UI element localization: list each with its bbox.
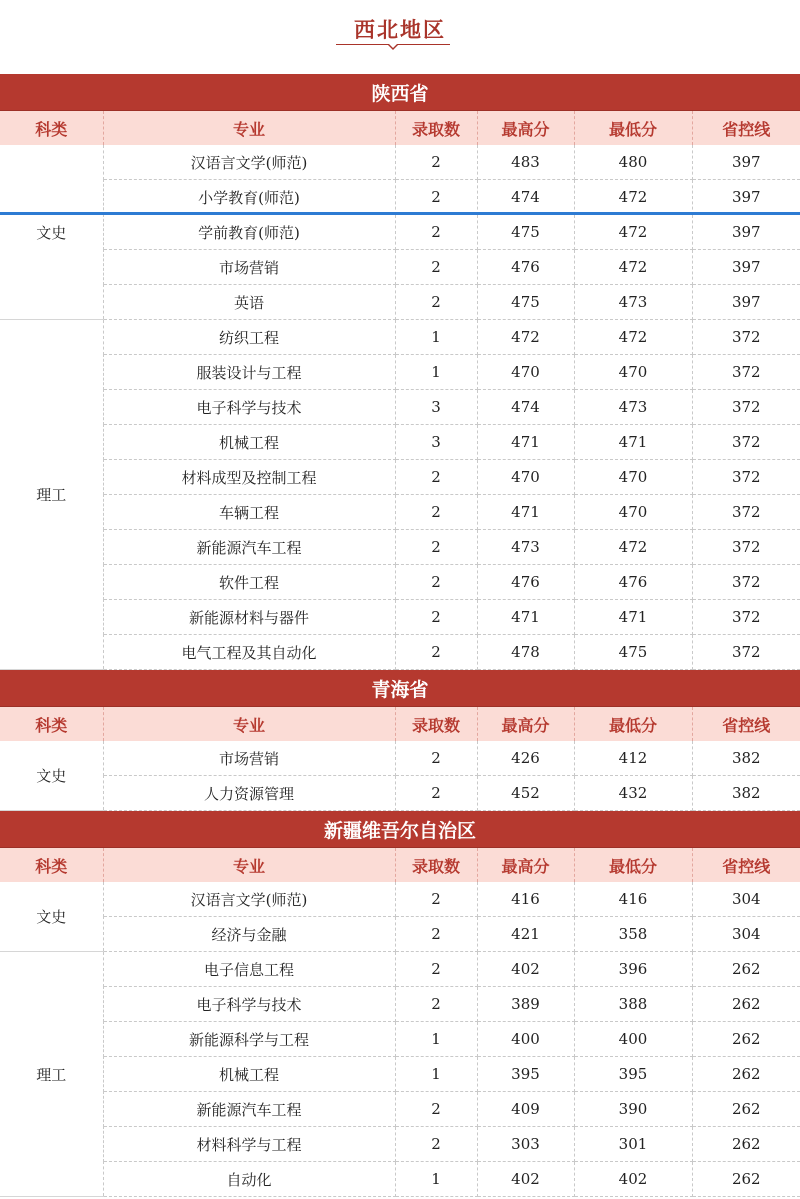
max-score-cell: 426: [477, 741, 574, 776]
admitted-count-cell: 2: [395, 250, 477, 285]
major-cell: 软件工程: [103, 565, 395, 600]
major-cell: 市场营销: [103, 250, 395, 285]
control-line-cell: 304: [692, 882, 800, 917]
column-control-line: 省控线: [692, 111, 800, 146]
major-cell: 汉语言文学(师范): [103, 145, 395, 180]
min-score-cell: 470: [574, 460, 692, 495]
province-name: 青海省: [0, 670, 800, 707]
max-score-cell: 452: [477, 776, 574, 811]
table-row: [0, 285, 800, 320]
max-score-cell: 389: [477, 987, 574, 1022]
max-score-cell: 475: [477, 285, 574, 320]
table-row: [0, 215, 800, 250]
province-banner-row: [0, 670, 800, 707]
column-admitted: 录取数: [395, 111, 477, 146]
column-header-row: [0, 707, 800, 742]
category-cell: 文史: [0, 145, 103, 320]
major-cell: 汉语言文学(师范): [103, 882, 395, 917]
column-control-line: 省控线: [692, 848, 800, 883]
admitted-count-cell: 2: [395, 776, 477, 811]
min-score-cell: 412: [574, 741, 692, 776]
table-row: [0, 635, 800, 670]
admitted-count-cell: 3: [395, 390, 477, 425]
control-line-cell: 262: [692, 1127, 800, 1162]
column-admitted: 录取数: [395, 707, 477, 742]
max-score-cell: 470: [477, 355, 574, 390]
min-score-cell: 402: [574, 1162, 692, 1197]
column-category: 科类: [0, 111, 103, 146]
admitted-count-cell: 2: [395, 741, 477, 776]
table-row: [0, 1022, 800, 1057]
max-score-cell: 472: [477, 320, 574, 355]
major-cell: 材料科学与工程: [103, 1127, 395, 1162]
major-cell: 新能源科学与工程: [103, 1022, 395, 1057]
control-line-cell: 304: [692, 917, 800, 952]
max-score-cell: 471: [477, 495, 574, 530]
admitted-count-cell: 2: [395, 460, 477, 495]
table-row: [0, 565, 800, 600]
max-score-cell: 470: [477, 460, 574, 495]
admitted-count-cell: 2: [395, 215, 477, 250]
scroll-indicator-line: [0, 212, 800, 215]
column-control-line: 省控线: [692, 707, 800, 742]
column-header-row: [0, 111, 800, 146]
min-score-cell: 390: [574, 1092, 692, 1127]
admitted-count-cell: 2: [395, 987, 477, 1022]
max-score-cell: 402: [477, 952, 574, 987]
table-row: [0, 180, 800, 215]
column-major: 专业: [103, 848, 395, 883]
control-line-cell: 397: [692, 285, 800, 320]
max-score-cell: 478: [477, 635, 574, 670]
page-header: [0, 0, 800, 74]
column-min-score: 最低分: [574, 707, 692, 742]
control-line-cell: 397: [692, 180, 800, 215]
min-score-cell: 396: [574, 952, 692, 987]
control-line-cell: 372: [692, 355, 800, 390]
table-row: [0, 1127, 800, 1162]
province-section-header: [0, 670, 800, 742]
major-cell: 新能源汽车工程: [103, 1092, 395, 1127]
control-line-cell: 262: [692, 1057, 800, 1092]
province-name: 新疆维吾尔自治区: [0, 811, 800, 848]
admitted-count-cell: 2: [395, 495, 477, 530]
control-line-cell: 372: [692, 495, 800, 530]
admitted-count-cell: 2: [395, 917, 477, 952]
table-row: [0, 495, 800, 530]
admitted-count-cell: 1: [395, 1022, 477, 1057]
min-score-cell: 472: [574, 180, 692, 215]
table-row: [0, 320, 800, 355]
admitted-count-cell: 2: [395, 530, 477, 565]
min-score-cell: 473: [574, 285, 692, 320]
admitted-count-cell: 2: [395, 1127, 477, 1162]
major-cell: 电子信息工程: [103, 952, 395, 987]
province-section-header: [0, 811, 800, 883]
column-category: 科类: [0, 707, 103, 742]
table-row: [0, 1092, 800, 1127]
table-row: [0, 390, 800, 425]
control-line-cell: 262: [692, 987, 800, 1022]
max-score-cell: 395: [477, 1057, 574, 1092]
province-score-rows: [0, 882, 800, 1197]
admitted-count-cell: 2: [395, 565, 477, 600]
min-score-cell: 432: [574, 776, 692, 811]
major-cell: 电气工程及其自动化: [103, 635, 395, 670]
control-line-cell: 372: [692, 600, 800, 635]
max-score-cell: 416: [477, 882, 574, 917]
admitted-count-cell: 2: [395, 285, 477, 320]
major-cell: 纺织工程: [103, 320, 395, 355]
table-row: [0, 987, 800, 1022]
min-score-cell: 470: [574, 355, 692, 390]
admitted-count-cell: 2: [395, 882, 477, 917]
major-cell: 经济与金融: [103, 917, 395, 952]
table-row: [0, 600, 800, 635]
major-cell: 市场营销: [103, 741, 395, 776]
major-cell: 小学教育(师范): [103, 180, 395, 215]
control-line-cell: 397: [692, 145, 800, 180]
control-line-cell: 397: [692, 215, 800, 250]
major-cell: 机械工程: [103, 1057, 395, 1092]
major-cell: 服装设计与工程: [103, 355, 395, 390]
min-score-cell: 480: [574, 145, 692, 180]
table-row: [0, 917, 800, 952]
admitted-count-cell: 2: [395, 600, 477, 635]
table-row: [0, 460, 800, 495]
table-row: [0, 882, 800, 917]
control-line-cell: 262: [692, 952, 800, 987]
admitted-count-cell: 2: [395, 180, 477, 215]
max-score-cell: 471: [477, 425, 574, 460]
min-score-cell: 476: [574, 565, 692, 600]
major-cell: 电子科学与技术: [103, 987, 395, 1022]
table-row: [0, 145, 800, 180]
max-score-cell: 475: [477, 215, 574, 250]
control-line-cell: 382: [692, 741, 800, 776]
control-line-cell: 372: [692, 390, 800, 425]
major-cell: 材料成型及控制工程: [103, 460, 395, 495]
major-cell: 人力资源管理: [103, 776, 395, 811]
min-score-cell: 471: [574, 425, 692, 460]
category-cell: 文史: [0, 741, 103, 811]
max-score-cell: 474: [477, 390, 574, 425]
max-score-cell: 303: [477, 1127, 574, 1162]
table-row: [0, 530, 800, 565]
major-cell: 机械工程: [103, 425, 395, 460]
admitted-count-cell: 1: [395, 320, 477, 355]
min-score-cell: 472: [574, 320, 692, 355]
column-max-score: 最高分: [477, 707, 574, 742]
table-row: [0, 355, 800, 390]
min-score-cell: 358: [574, 917, 692, 952]
column-max-score: 最高分: [477, 111, 574, 146]
category-cell: 文史: [0, 882, 103, 952]
max-score-cell: 400: [477, 1022, 574, 1057]
table-row: [0, 250, 800, 285]
max-score-cell: 474: [477, 180, 574, 215]
column-category: 科类: [0, 848, 103, 883]
min-score-cell: 472: [574, 530, 692, 565]
admitted-count-cell: 1: [395, 1057, 477, 1092]
min-score-cell: 388: [574, 987, 692, 1022]
major-cell: 学前教育(师范): [103, 215, 395, 250]
category-cell: 理工: [0, 320, 103, 670]
table-row: [0, 741, 800, 776]
major-cell: 自动化: [103, 1162, 395, 1197]
province-name: 陕西省: [0, 74, 800, 111]
control-line-cell: 372: [692, 460, 800, 495]
province-banner-row: [0, 811, 800, 848]
control-line-cell: 372: [692, 565, 800, 600]
max-score-cell: 476: [477, 565, 574, 600]
column-min-score: 最低分: [574, 848, 692, 883]
page-title: 西北地区: [354, 17, 446, 42]
table-row: [0, 425, 800, 460]
column-major: 专业: [103, 707, 395, 742]
control-line-cell: 382: [692, 776, 800, 811]
min-score-cell: 473: [574, 390, 692, 425]
min-score-cell: 471: [574, 600, 692, 635]
admission-score-table: [0, 74, 800, 1197]
min-score-cell: 395: [574, 1057, 692, 1092]
max-score-cell: 471: [477, 600, 574, 635]
table-row: [0, 1057, 800, 1092]
admitted-count-cell: 3: [395, 425, 477, 460]
category-cell: 理工: [0, 952, 103, 1197]
control-line-cell: 372: [692, 530, 800, 565]
max-score-cell: 409: [477, 1092, 574, 1127]
control-line-cell: 262: [692, 1092, 800, 1127]
column-major: 专业: [103, 111, 395, 146]
min-score-cell: 416: [574, 882, 692, 917]
max-score-cell: 473: [477, 530, 574, 565]
min-score-cell: 301: [574, 1127, 692, 1162]
max-score-cell: 402: [477, 1162, 574, 1197]
min-score-cell: 475: [574, 635, 692, 670]
min-score-cell: 470: [574, 495, 692, 530]
column-admitted: 录取数: [395, 848, 477, 883]
min-score-cell: 472: [574, 250, 692, 285]
admitted-count-cell: 2: [395, 952, 477, 987]
table-row: [0, 952, 800, 987]
province-banner-row: [0, 74, 800, 111]
admitted-count-cell: 1: [395, 355, 477, 390]
control-line-cell: 262: [692, 1162, 800, 1197]
max-score-cell: 483: [477, 145, 574, 180]
control-line-cell: 372: [692, 320, 800, 355]
major-cell: 英语: [103, 285, 395, 320]
major-cell: 新能源材料与器件: [103, 600, 395, 635]
max-score-cell: 476: [477, 250, 574, 285]
control-line-cell: 372: [692, 425, 800, 460]
max-score-cell: 421: [477, 917, 574, 952]
column-header-row: [0, 848, 800, 883]
admitted-count-cell: 2: [395, 635, 477, 670]
major-cell: 新能源汽车工程: [103, 530, 395, 565]
province-score-rows: [0, 741, 800, 811]
control-line-cell: 372: [692, 635, 800, 670]
province-score-rows: [0, 145, 800, 670]
table-row: [0, 1162, 800, 1197]
column-min-score: 最低分: [574, 111, 692, 146]
province-section-header: [0, 74, 800, 145]
column-max-score: 最高分: [477, 848, 574, 883]
admitted-count-cell: 2: [395, 145, 477, 180]
table-row: [0, 776, 800, 811]
control-line-cell: 397: [692, 250, 800, 285]
major-cell: 电子科学与技术: [103, 390, 395, 425]
control-line-cell: 262: [692, 1022, 800, 1057]
admitted-count-cell: 1: [395, 1162, 477, 1197]
min-score-cell: 472: [574, 215, 692, 250]
min-score-cell: 400: [574, 1022, 692, 1057]
major-cell: 车辆工程: [103, 495, 395, 530]
admitted-count-cell: 2: [395, 1092, 477, 1127]
